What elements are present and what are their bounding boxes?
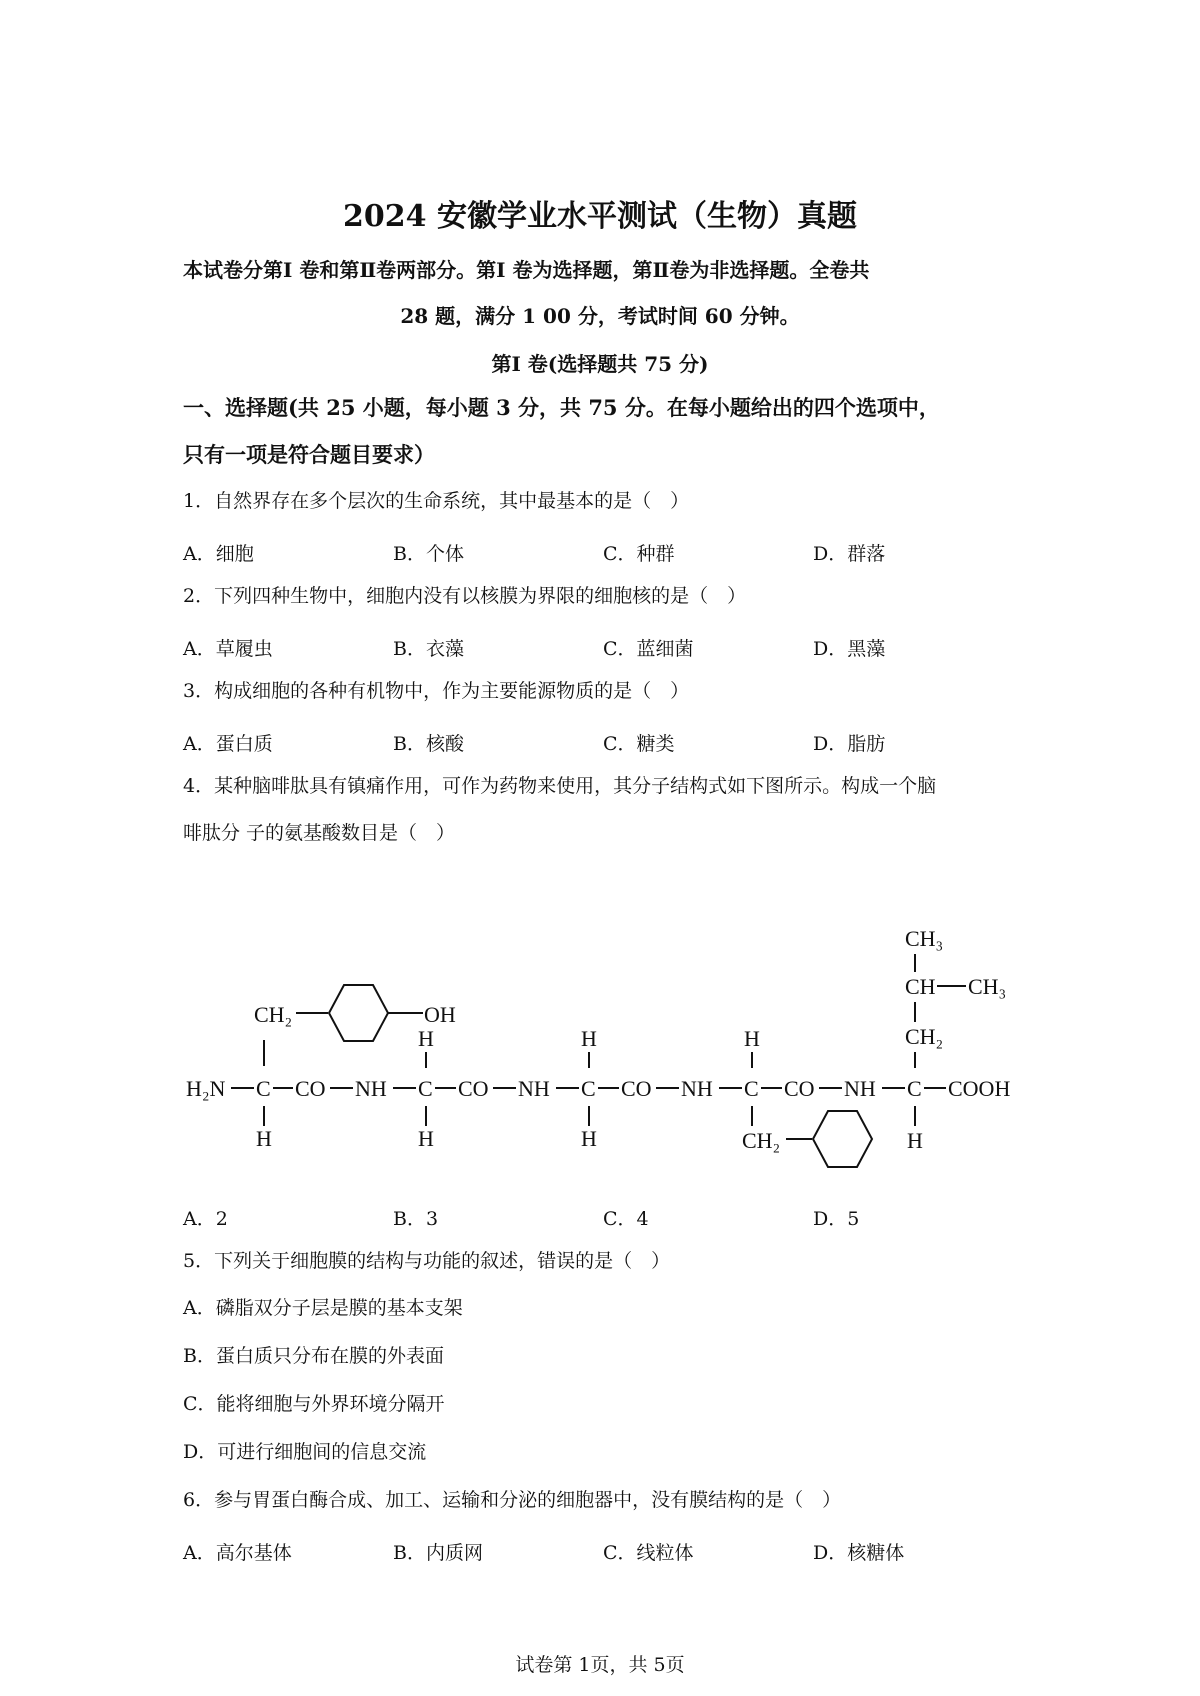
intro-line-2: 28 题，满分 1 00 分，考试时间 60 分钟。 [400,304,800,328]
intro-line-1: 本试卷分第Ⅰ 卷和第Ⅱ卷两部分。第Ⅰ 卷为选择题，第Ⅱ卷为非选择题。全卷共 [183,258,870,282]
question-1-option-c[interactable]: C．种群 [603,543,675,565]
question-5-option-b[interactable]: B．蛋白质只分布在膜的外表面 [183,1345,444,1367]
question-4-option-c[interactable]: C．4 [603,1208,649,1230]
question-4-stem: 4．某种脑啡肽具有镇痛作用，可作为药物来使用，其分子结构式如下图所示。构成一个脑 [183,775,937,797]
question-5-stem: 5．下列关于细胞膜的结构与功能的叙述，错误的是（ ） [183,1250,671,1272]
formula-nh-4: NH [844,1076,876,1101]
question-4-option-d[interactable]: D．5 [813,1208,860,1230]
question-3-option-b[interactable]: B．核酸 [393,733,464,755]
formula-ch2-4: CH₂ [742,1128,781,1153]
formula-c-2: C [418,1076,433,1101]
question-5-option-a[interactable]: A．磷脂双分子层是膜的基本支架 [183,1297,463,1319]
question-2-option-a[interactable]: A．草履虫 [183,638,273,660]
question-4-option-b[interactable]: B．3 [393,1208,439,1230]
formula-h-2-top: H [418,1026,434,1051]
section-heading-line-2: 只有一项是符合题目要求） [183,442,435,467]
formula-co-2: CO [458,1076,489,1101]
formula-ch: CH [905,974,936,999]
question-1-stem: 1．自然界存在多个层次的生命系统，其中最基本的是（ ） [183,490,690,512]
question-2-option-d[interactable]: D．黑藻 [813,638,886,660]
question-6-option-c[interactable]: C．线粒体 [603,1542,694,1564]
question-6-option-d[interactable]: D．核糖体 [813,1542,905,1564]
formula-nh-2: NH [518,1076,550,1101]
formula-c-1: C [256,1076,271,1101]
formula-co-1: CO [295,1076,326,1101]
formula-nh-3: NH [681,1076,713,1101]
question-3-option-c[interactable]: C．糖类 [603,733,675,755]
question-6-option-b[interactable]: B．内质网 [393,1542,483,1564]
question-1-option-a[interactable]: A．细胞 [183,543,254,565]
formula-ch2-1: CH₂ [254,1002,293,1027]
formula-ch2-5: CH₂ [905,1024,944,1049]
question-6-option-a[interactable]: A．高尔基体 [183,1542,292,1564]
question-2-option-c[interactable]: C．蓝细菌 [603,638,694,660]
formula-c-4: C [744,1076,759,1101]
question-6-stem: 6．参与胃蛋白酶合成、加工、运输和分泌的细胞器中，没有膜结构的是（ ） [183,1489,842,1511]
formula-ch3-top: CH₃ [905,926,944,951]
formula-h2n: H₂N [186,1076,226,1101]
question-3-option-d[interactable]: D．脂肪 [813,733,886,755]
page-title: 2024 安徽学业水平测试（生物）真题 [343,199,857,234]
formula-h-4-top: H [744,1026,760,1051]
question-6-options [183,1538,1023,1562]
question-1-option-b[interactable]: B．个体 [393,543,464,565]
formula-ch3-right: CH₃ [968,974,1007,999]
formula-cooh: COOH [948,1076,1011,1101]
formula-c-3: C [581,1076,596,1101]
question-5-option-c[interactable]: C．能将细胞与外界环境分隔开 [183,1393,445,1415]
question-1-option-d[interactable]: D．群落 [813,543,886,565]
formula-h-5: H [907,1128,923,1153]
formula-co-3: CO [621,1076,652,1101]
formula-h-1: H [256,1126,272,1151]
formula-nh-1: NH [355,1076,387,1101]
question-4-stem-continued: 啡肽分 子的氨基酸数目是（ ） [183,822,456,844]
formula-oh: OH [424,1002,456,1027]
question-2-option-b[interactable]: B．衣藻 [393,638,464,660]
formula-c-5: C [907,1076,922,1101]
question-5-option-d[interactable]: D．可进行细胞间的信息交流 [183,1441,427,1463]
part-title: 第Ⅰ 卷(选择题共 75 分) [491,352,709,376]
formula-co-4: CO [784,1076,815,1101]
formula-h-2-bottom: H [418,1126,434,1151]
question-2-stem: 2．下列四种生物中，细胞内没有以核膜为界限的细胞核的是（ ） [183,585,747,607]
question-4-option-a[interactable]: A．2 [183,1208,228,1230]
page-footer: 试卷第 1页，共 5页 [515,1654,685,1676]
formula-h-3-top: H [581,1026,597,1051]
question-3-option-a[interactable]: A．蛋白质 [183,733,273,755]
section-heading-line-1: 一、选择题(共 25 小题，每小题 3 分，共 75 分。在每小题给出的四个选项中， [183,395,940,420]
formula-h-3-bottom: H [581,1126,597,1151]
question-4-options [183,1204,1023,1228]
question-3-stem: 3．构成细胞的各种有机物中，作为主要能源物质的是（ ） [183,680,690,702]
